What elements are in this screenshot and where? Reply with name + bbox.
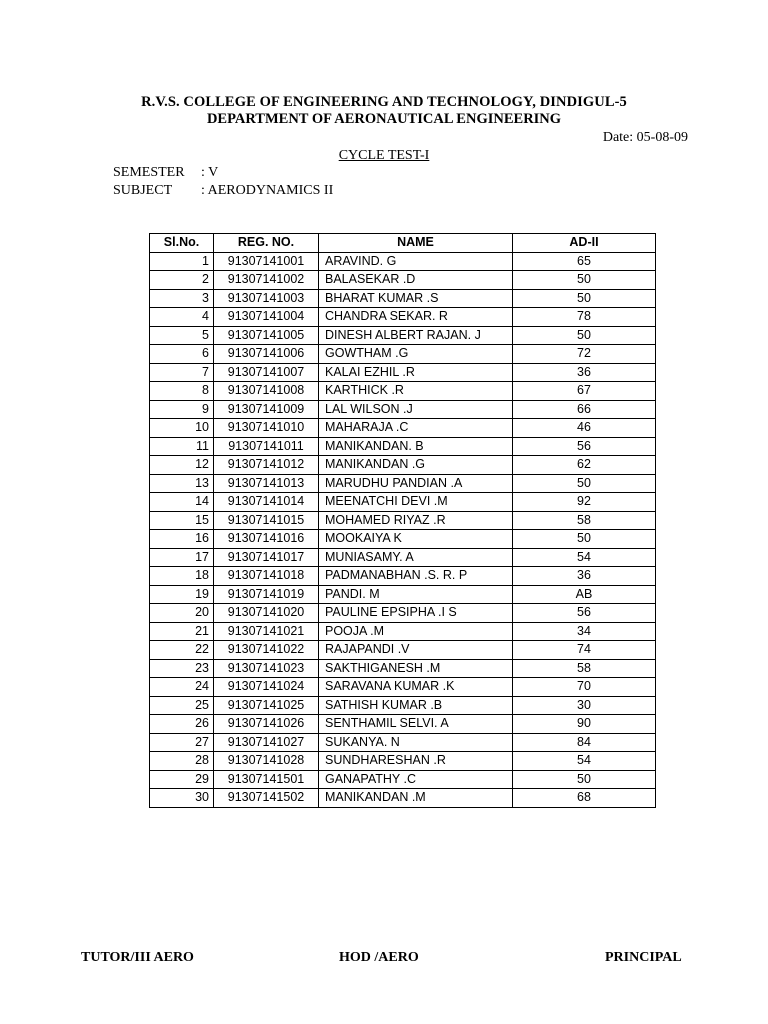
cell-regno: 91307141017 (214, 548, 319, 567)
college-name: R.V.S. COLLEGE OF ENGINEERING AND TECHNOLOGY, DINDIGUL-5 (141, 94, 627, 110)
table-row (150, 363, 656, 382)
principal-signature-label: PRINCIPAL (605, 950, 682, 965)
cell-name: MANIKANDAN .G (319, 456, 513, 475)
cell-slno: 12 (150, 456, 214, 475)
cell-slno: 1 (150, 252, 214, 271)
test-title: CYCLE TEST-I (338, 148, 430, 163)
table-row (150, 382, 656, 401)
table-row (150, 641, 656, 660)
cell-slno: 8 (150, 382, 214, 401)
cell-mark: 56 (513, 604, 656, 623)
semester-value: : V (201, 165, 219, 180)
cell-name: MOHAMED RIYAZ .R (319, 511, 513, 530)
cell-slno: 2 (150, 271, 214, 290)
cell-mark: 92 (513, 493, 656, 512)
hod-signature-label: HOD /AERO (339, 950, 419, 965)
cell-name: MOOKAIYA K (319, 530, 513, 549)
cell-mark: 90 (513, 715, 656, 734)
cell-regno: 91307141015 (214, 511, 319, 530)
cell-name: MARUDHU PANDIAN .A (319, 474, 513, 493)
cell-name: SUNDHARESHAN .R (319, 752, 513, 771)
cell-regno: 91307141027 (214, 733, 319, 752)
cell-regno: 91307141001 (214, 252, 319, 271)
cell-mark: 67 (513, 382, 656, 401)
cell-name: GOWTHAM .G (319, 345, 513, 364)
cell-regno: 91307141010 (214, 419, 319, 438)
cell-regno: 91307141009 (214, 400, 319, 419)
table-row (150, 585, 656, 604)
table-header-row (150, 234, 656, 253)
table-row (150, 659, 656, 678)
cell-mark: 34 (513, 622, 656, 641)
cell-slno: 22 (150, 641, 214, 660)
cell-mark: 66 (513, 400, 656, 419)
marks-table (149, 233, 656, 808)
cell-mark: 84 (513, 733, 656, 752)
cell-regno: 91307141024 (214, 678, 319, 697)
table-row (150, 474, 656, 493)
cell-regno: 91307141502 (214, 789, 319, 808)
table-row (150, 696, 656, 715)
cell-name: SENTHAMIL SELVI. A (319, 715, 513, 734)
cell-slno: 17 (150, 548, 214, 567)
cell-slno: 27 (150, 733, 214, 752)
cell-regno: 91307141021 (214, 622, 319, 641)
cell-name: MEENATCHI DEVI .M (319, 493, 513, 512)
cell-slno: 10 (150, 419, 214, 438)
cell-name: POOJA .M (319, 622, 513, 641)
table-row (150, 733, 656, 752)
cell-name: MUNIASAMY. A (319, 548, 513, 567)
cell-mark: 50 (513, 289, 656, 308)
cell-slno: 24 (150, 678, 214, 697)
cell-regno: 91307141023 (214, 659, 319, 678)
cell-name: DINESH ALBERT RAJAN. J (319, 326, 513, 345)
cell-slno: 16 (150, 530, 214, 549)
cell-regno: 91307141012 (214, 456, 319, 475)
cell-regno: 91307141018 (214, 567, 319, 586)
cell-mark: 36 (513, 363, 656, 382)
table-row (150, 493, 656, 512)
table-row (150, 456, 656, 475)
cell-mark: 58 (513, 511, 656, 530)
cell-regno: 91307141028 (214, 752, 319, 771)
cell-regno: 91307141501 (214, 770, 319, 789)
cell-regno: 91307141005 (214, 326, 319, 345)
cell-slno: 7 (150, 363, 214, 382)
cell-regno: 91307141013 (214, 474, 319, 493)
column-header-mark: AD-II (513, 234, 656, 253)
table-body (150, 252, 656, 807)
table-row (150, 604, 656, 623)
cell-slno: 25 (150, 696, 214, 715)
cell-regno: 91307141011 (214, 437, 319, 456)
cell-name: LAL WILSON .J (319, 400, 513, 419)
cell-mark: 46 (513, 419, 656, 438)
table-row (150, 308, 656, 327)
cell-slno: 15 (150, 511, 214, 530)
table-row (150, 752, 656, 771)
cell-slno: 19 (150, 585, 214, 604)
cell-mark: 50 (513, 271, 656, 290)
column-header-regno: REG. NO. (214, 234, 319, 253)
cell-name: PAULINE EPSIPHA .I S (319, 604, 513, 623)
cell-regno: 91307141002 (214, 271, 319, 290)
table-row (150, 567, 656, 586)
table-row (150, 437, 656, 456)
cell-slno: 20 (150, 604, 214, 623)
cell-mark: 65 (513, 252, 656, 271)
cell-regno: 91307141025 (214, 696, 319, 715)
cell-mark: 56 (513, 437, 656, 456)
cell-mark: 36 (513, 567, 656, 586)
table-row (150, 622, 656, 641)
cell-mark: 50 (513, 326, 656, 345)
cell-name: SAKTHIGANESH .M (319, 659, 513, 678)
cell-name: MAHARAJA .C (319, 419, 513, 438)
cell-mark: 68 (513, 789, 656, 808)
cell-mark: 78 (513, 308, 656, 327)
column-header-slno: Sl.No. (150, 234, 214, 253)
cell-mark: 62 (513, 456, 656, 475)
cell-name: PADMANABHAN .S. R. P (319, 567, 513, 586)
department-name: DEPARTMENT OF AERONAUTICAL ENGINEERING (206, 111, 562, 127)
cell-regno: 91307141008 (214, 382, 319, 401)
cell-mark: 54 (513, 752, 656, 771)
table-row (150, 715, 656, 734)
cell-mark: AB (513, 585, 656, 604)
cell-mark: 30 (513, 696, 656, 715)
cell-name: SARAVANA KUMAR .K (319, 678, 513, 697)
cell-mark: 74 (513, 641, 656, 660)
table-row (150, 548, 656, 567)
table-row (150, 252, 656, 271)
cell-regno: 91307141006 (214, 345, 319, 364)
semester-line (113, 165, 218, 181)
cell-slno: 28 (150, 752, 214, 771)
test-date: Date: 05-08-09 (602, 130, 688, 145)
table-row (150, 271, 656, 290)
table-row (150, 400, 656, 419)
table-row (150, 678, 656, 697)
tutor-signature-label: TUTOR/III AERO (81, 950, 194, 965)
table-row (150, 345, 656, 364)
cell-slno: 5 (150, 326, 214, 345)
cell-mark: 50 (513, 770, 656, 789)
cell-slno: 26 (150, 715, 214, 734)
cell-regno: 91307141004 (214, 308, 319, 327)
cell-slno: 23 (150, 659, 214, 678)
table-row (150, 326, 656, 345)
subject-label: SUBJECT (113, 183, 173, 198)
cell-slno: 30 (150, 789, 214, 808)
cell-name: RAJAPANDI .V (319, 641, 513, 660)
cell-slno: 14 (150, 493, 214, 512)
cell-slno: 21 (150, 622, 214, 641)
cell-mark: 50 (513, 474, 656, 493)
cell-name: GANAPATHY .C (319, 770, 513, 789)
semester-label: SEMESTER (113, 165, 185, 180)
subject-value: : AERODYNAMICS II (201, 183, 334, 198)
cell-name: SATHISH KUMAR .B (319, 696, 513, 715)
table-row (150, 419, 656, 438)
cell-slno: 29 (150, 770, 214, 789)
table-row (150, 770, 656, 789)
cell-slno: 13 (150, 474, 214, 493)
cell-name: MANIKANDAN. B (319, 437, 513, 456)
subject-line (113, 183, 333, 199)
cell-slno: 18 (150, 567, 214, 586)
cell-mark: 50 (513, 530, 656, 549)
cell-regno: 91307141020 (214, 604, 319, 623)
cell-slno: 4 (150, 308, 214, 327)
cell-slno: 6 (150, 345, 214, 364)
cell-name: KARTHICK .R (319, 382, 513, 401)
cell-name: BHARAT KUMAR .S (319, 289, 513, 308)
table-row (150, 511, 656, 530)
column-header-name: NAME (319, 234, 513, 253)
cell-regno: 91307141016 (214, 530, 319, 549)
cell-mark: 54 (513, 548, 656, 567)
table-row (150, 789, 656, 808)
cell-regno: 91307141014 (214, 493, 319, 512)
cell-name: KALAI EZHIL .R (319, 363, 513, 382)
cell-regno: 91307141019 (214, 585, 319, 604)
table-row (150, 530, 656, 549)
cell-slno: 11 (150, 437, 214, 456)
cell-name: BALASEKAR .D (319, 271, 513, 290)
cell-regno: 91307141007 (214, 363, 319, 382)
cell-slno: 3 (150, 289, 214, 308)
cell-regno: 91307141003 (214, 289, 319, 308)
cell-mark: 72 (513, 345, 656, 364)
cell-regno: 91307141026 (214, 715, 319, 734)
cell-name: CHANDRA SEKAR. R (319, 308, 513, 327)
cell-name: MANIKANDAN .M (319, 789, 513, 808)
cell-name: PANDI. M (319, 585, 513, 604)
table-row (150, 289, 656, 308)
cell-regno: 91307141022 (214, 641, 319, 660)
cell-slno: 9 (150, 400, 214, 419)
cell-mark: 58 (513, 659, 656, 678)
cell-name: SUKANYA. N (319, 733, 513, 752)
cell-mark: 70 (513, 678, 656, 697)
cell-name: ARAVIND. G (319, 252, 513, 271)
